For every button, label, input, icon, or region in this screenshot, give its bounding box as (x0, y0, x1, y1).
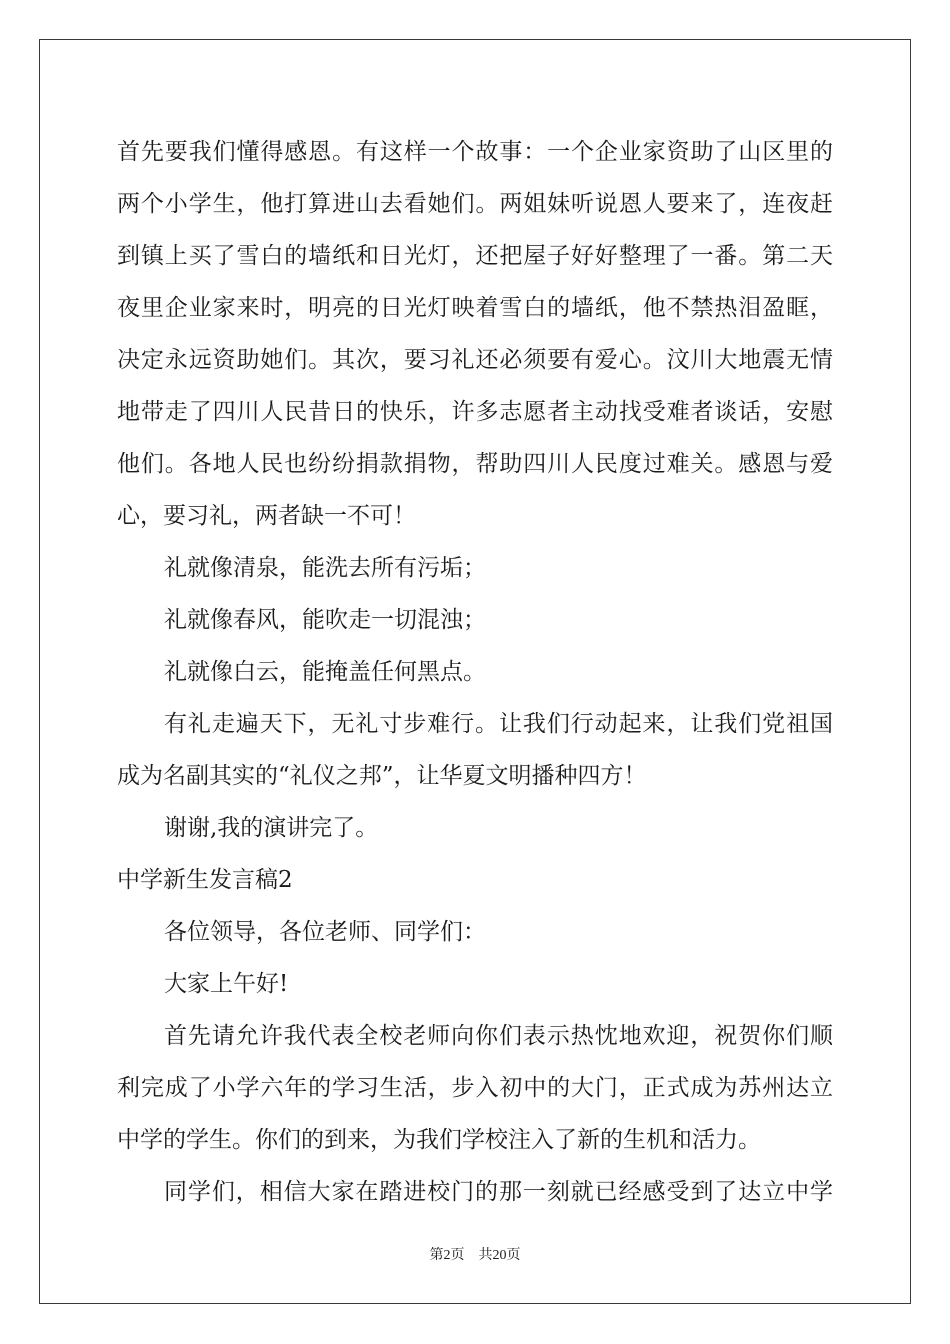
poem-line: 礼就像白云，能掩盖任何黑点。 (164, 659, 486, 685)
greeting-line: 大家上午好! (164, 971, 289, 997)
paragraph-line: 心，要习礼，两者缺一不可！ (117, 503, 416, 529)
greeting-line: 各位领导，各位老师、同学们： (164, 919, 486, 945)
paragraph-line: 到镇上买了雪白的墙纸和日光灯，还把屋子好好整理了一番。第二天 (117, 243, 833, 269)
page-number-footer: 第2页 共20页 (429, 1248, 521, 1263)
paragraph-line: 利完成了小学六年的学习生活，步入初中的大门，正式成为苏州达立 (117, 1075, 833, 1101)
paragraph-line: 成为名副其实的“礼仪之邦”，让华夏文明播种四方！ (117, 763, 647, 789)
poem-line: 礼就像春风，能吹走一切混浊； (164, 607, 486, 633)
paragraph-line: 地带走了四川人民昔日的快乐，许多志愿者主动找受难者谈话，安慰 (117, 399, 833, 425)
closing-line: 谢谢,我的演讲完了。 (164, 815, 379, 841)
paragraph-line: 首先请允许我代表全校老师向你们表示热忱地欢迎，祝贺你们顺 (164, 1023, 833, 1049)
paragraph-line: 有礼走遍天下，无礼寸步难行。让我们行动起来，让我们党祖国 (164, 711, 833, 737)
document-body (117, 126, 833, 1218)
paragraph-line: 首先要我们懂得感恩。有这样一个故事：一个企业家资助了山区里的 (117, 139, 833, 165)
section-heading: 中学新生发言稿2 (117, 867, 293, 893)
paragraph-line: 他们。各地人民也纷纷捐款捐物，帮助四川人民度过难关。感恩与爱 (117, 451, 833, 477)
paragraph-line: 两个小学生，他打算进山去看她们。两姐妹听说恩人要来了，连夜赶 (117, 191, 833, 217)
poem-line: 礼就像清泉，能洗去所有污垢； (164, 555, 486, 581)
paragraph-line: 决定永远资助她们。其次，要习礼还必须要有爱心。汶川大地震无情 (117, 347, 833, 373)
paragraph-line: 中学的学生。你们的到来，为我们学校注入了新的生机和活力。 (117, 1127, 761, 1153)
paragraph-line: 同学们，相信大家在踏进校门的那一刻就已经感受到了达立中学 (164, 1179, 833, 1205)
paragraph-line: 夜里企业家来时，明亮的日光灯映着雪白的墙纸，他不禁热泪盈眶， (117, 295, 833, 321)
